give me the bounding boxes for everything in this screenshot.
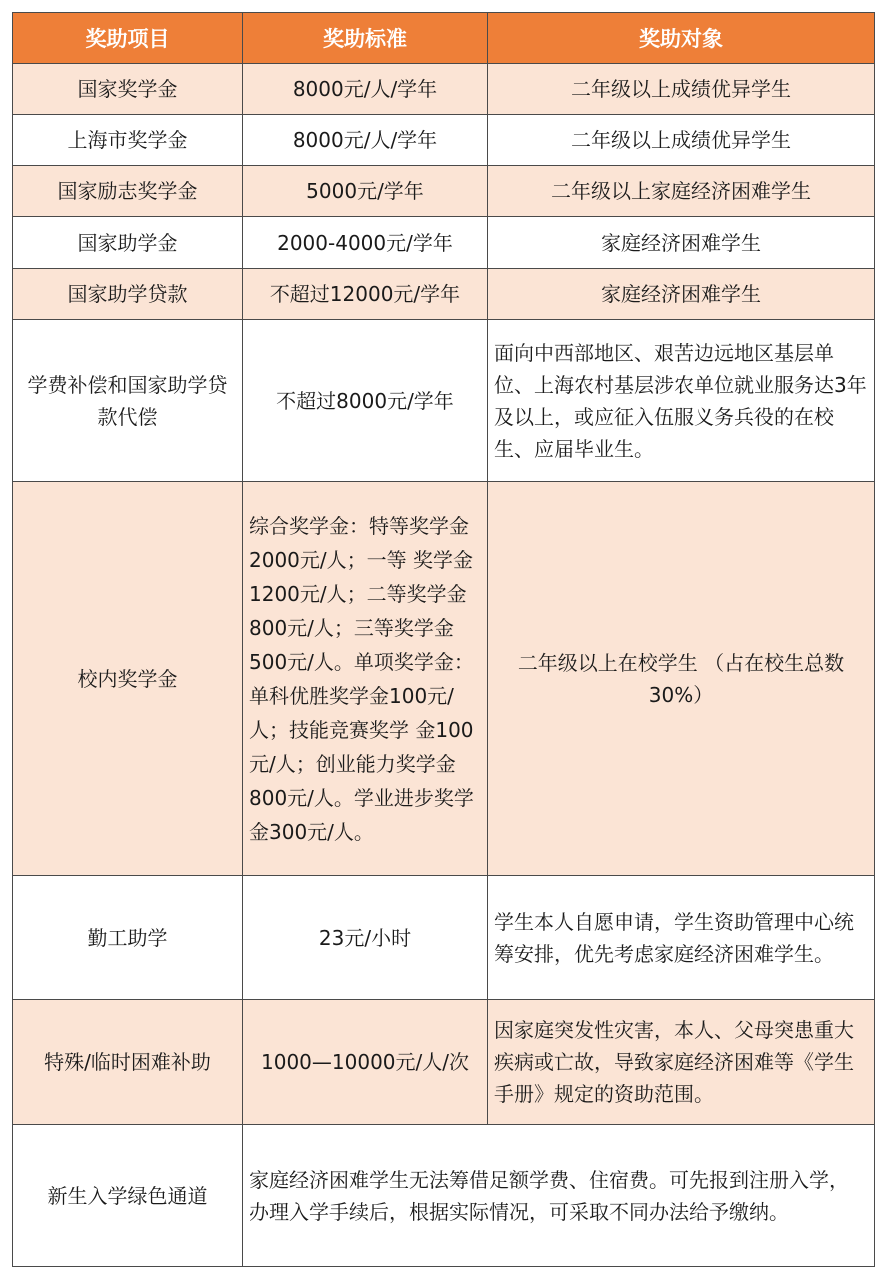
table-row <box>13 482 875 876</box>
cell-standard: 1000—10000元/人/次 <box>243 1000 488 1125</box>
cell-standard: 2000-4000元/学年 <box>243 217 488 269</box>
cell-item: 国家助学金 <box>13 217 243 269</box>
cell-target: 家庭经济困难学生 <box>488 217 875 269</box>
cell-item: 国家励志奖学金 <box>13 166 243 217</box>
table-row <box>13 166 875 217</box>
cell-merged: 家庭经济困难学生无法筹借足额学费、住宿费。可先报到注册入学，办理入学手续后，根据实际情况，可采取不同办法给予缴纳。 <box>243 1125 875 1267</box>
table-row <box>13 320 875 482</box>
header-standard: 奖助标准 <box>243 13 488 64</box>
cell-target: 面向中西部地区、艰苦边远地区基层单位、上海农村基层涉农单位就业服务达3年及以上，或应征入伍服义务兵役的在校生、应届毕业生。 <box>488 320 875 482</box>
cell-target: 因家庭突发性灾害，本人、父母突患重大疾病或亡故，导致家庭经济困难等《学生手册》规定的资助范围。 <box>488 1000 875 1125</box>
table-row <box>13 269 875 320</box>
cell-target: 二年级以上成绩优异学生 <box>488 64 875 115</box>
aid-table <box>12 12 875 1267</box>
aid-table-container <box>12 12 874 1267</box>
cell-item: 国家助学贷款 <box>13 269 243 320</box>
cell-target: 家庭经济困难学生 <box>488 269 875 320</box>
table-row <box>13 1125 875 1267</box>
cell-standard: 8000元/人/学年 <box>243 64 488 115</box>
cell-standard: 23元/小时 <box>243 876 488 1000</box>
table-row <box>13 64 875 115</box>
cell-standard: 不超过8000元/学年 <box>243 320 488 482</box>
cell-item: 国家奖学金 <box>13 64 243 115</box>
cell-item: 新生入学绿色通道 <box>13 1125 243 1267</box>
cell-target: 二年级以上在校学生 （占在校生总数30%） <box>488 482 875 876</box>
cell-item: 学费补偿和国家助学贷款代偿 <box>13 320 243 482</box>
cell-standard: 综合奖学金：特等奖学金2000元/人；一等 奖学金1200元/人；二等奖学金800元/人；三等奖学金500元/人。单项奖学金： 单科优胜奖学金100元/人；技能竞赛奖学 金100元/人；创业能力奖学金800元/人。学业进步奖学金300元/人。 <box>243 482 488 876</box>
header-item: 奖助项目 <box>13 13 243 64</box>
cell-item: 勤工助学 <box>13 876 243 1000</box>
cell-standard: 不超过12000元/学年 <box>243 269 488 320</box>
cell-item: 上海市奖学金 <box>13 115 243 166</box>
table-row <box>13 1000 875 1125</box>
table-header-row <box>13 13 875 64</box>
table-row <box>13 115 875 166</box>
cell-item: 校内奖学金 <box>13 482 243 876</box>
cell-target: 二年级以上家庭经济困难学生 <box>488 166 875 217</box>
table-row <box>13 876 875 1000</box>
cell-standard: 8000元/人/学年 <box>243 115 488 166</box>
header-target: 奖助对象 <box>488 13 875 64</box>
cell-item: 特殊/临时困难补助 <box>13 1000 243 1125</box>
cell-target: 二年级以上成绩优异学生 <box>488 115 875 166</box>
table-row <box>13 217 875 269</box>
cell-standard: 5000元/学年 <box>243 166 488 217</box>
cell-target: 学生本人自愿申请，学生资助管理中心统筹安排，优先考虑家庭经济困难学生。 <box>488 876 875 1000</box>
